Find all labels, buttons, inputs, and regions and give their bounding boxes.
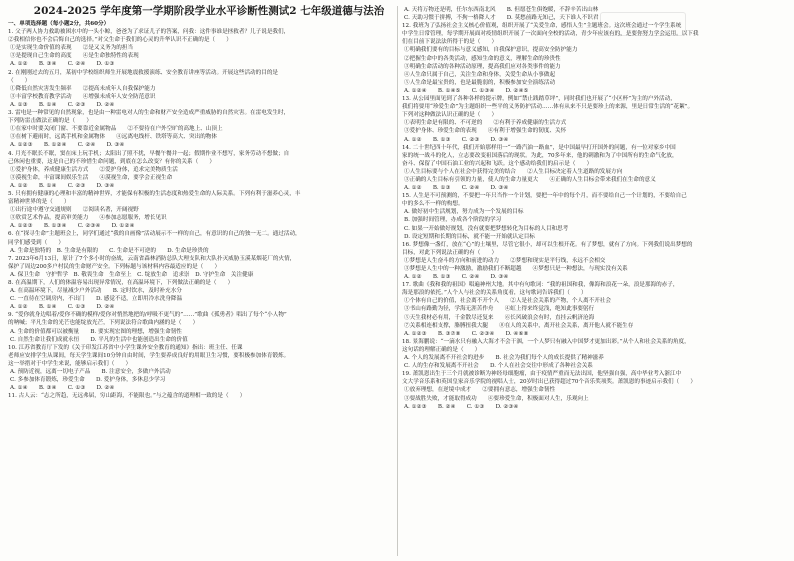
- question-line: 这一举措对于中学生来说，能够启示我们（ ）: [8, 360, 132, 367]
- column-divider: [397, 6, 398, 556]
- question-line: 18. 景海鹏说：“一滴水只有融入大海才不会干涸，一个人梦只有融入中国梦才更加出彩。”从个人和社会关系的角度，: [402, 338, 690, 345]
- option-line: ①人生目标要与个人在社会中获得完美的结合 ②人生目标决定着人生道路的发展方向: [404, 168, 623, 175]
- option-line: C. 自然生命让我们成就永恒 D. 平凡的生活中也能创造出生命的价值: [10, 336, 188, 343]
- question-line: 同学们感受到（ ）: [8, 239, 64, 246]
- option-line: A. 个人的发展离不开社会的进步 B. 社会为我们每个人的成长提供了精神滋养: [404, 355, 604, 362]
- question-line: 8. 在高温期下，人们的体温容易出现异常情况，在高温环境下，下列做法正确的是（ ）: [8, 280, 234, 286]
- question-line: 14. 二十世纪四十年代，我们开始那样用一“一路汽油一路血”，是中国最早打开国外的问题，有一位对家乡中国: [402, 144, 676, 151]
- page-title: 2024-2025 学年度第一学期阶段学业水平诊断性测试2 七年级道德与法治: [33, 5, 385, 17]
- option-line: ①是实现生命价值的表现 ②是又义务为的担当: [10, 45, 134, 52]
- option-line: D. 设定短期和长期的目标，就不能一开始就认定目标: [404, 233, 535, 240]
- section-heading: 一、单项选择题（每小题2分，共60分）: [8, 21, 110, 27]
- option-line: ①表明生命是有限的、不可逆的 ②有利于养成健康的生活方式: [404, 120, 567, 127]
- option-line: A. ①③ B. ①④ C. ②③ D. ②④: [10, 101, 115, 108]
- option-line: C. 如果一开始做好规划，没有就要把梦想转化为目标的人目和思考: [404, 225, 569, 232]
- left-column: [8, 20, 394, 558]
- option-line: A. ①②③ B. ②④ C. ①③ D. ②③④: [404, 403, 519, 410]
- question-line: 保护了周边200多户村民的生命财产安全。下列标题与该材料内容最适应的是（ ）: [8, 263, 221, 270]
- question-line: 7. 2023年6月13日，原计了7个多小时的奋战，云南省森林消防总队大理支队和大队扑灭威胁玉溪某烟花厂的火情，: [8, 255, 296, 262]
- option-line: A. 保卫生命 守护哲学 B. 敬畏生命 生命至上 C. 绽放生命 追求崇 D. 守护生命 关注健康: [10, 271, 254, 278]
- option-line: A. 生命是独特的 B. 生命是有限的 C. 生命是不可逆的 D. 生命是珍贵的: [10, 247, 209, 254]
- question-line: 中学生日常管理，每学期开展面对疫情组织开展了一次面向全校的活动，青少年应该有的，是要你努力学会运用。以下我: [402, 31, 699, 38]
- question-line: 下列对这种做法认识正确的是（ ）: [402, 112, 498, 119]
- question-line: 这句话的理解正确的是（ ）: [402, 346, 481, 353]
- option-line: ①梦想是人生奋斗的方向和前进的动力 ②梦想和现实是平行线，永远不会相交: [404, 257, 606, 264]
- question-line: 10. 江苏省教育厅下发的《关于印发江苏省中小学生课外安全教育的通知》指出：班主任、任课: [8, 344, 243, 351]
- option-line: A. ①② B. ①③ C. ②④ D. ③④: [404, 185, 509, 192]
- option-line: ①明确我们要有的目标与意义感知，自我保护意识，提高安全防护能力: [404, 47, 578, 54]
- option-line: A. ①② B. ①④ C. ②③ D. ③④: [10, 182, 115, 189]
- question-line: ②我相信你也不会后悔自己的选择。”对父生命于我们的心灵的升华认识不正确的是（ ）: [8, 37, 232, 44]
- option-line: A. ①②④ B. ①④⑤ C. ①③④ D. ②④⑤: [404, 87, 529, 94]
- question-line: 12. 我班为了弘扬社会主义核心价值观，组织开展了“关爱生命，感悟人生”主题班会。这次班会通过一个学生系统: [402, 23, 682, 30]
- question-line: 1. 父子两人协力救助被困水中的一头小鲸，爸爸为了求证儿子的答案，问我：这件事谁是拯救者？儿子说是我们，: [8, 29, 290, 36]
- option-line: ③要战胜失败，才能取得成功 ④要珍爱生命，积极面对人生，乐观向上: [404, 395, 589, 402]
- option-line: ③明确生命活动的各种活动原理，提高我们应对各类事件的能力: [404, 63, 561, 70]
- question-line: 5. 只有拥有健康的心理和丰富的精神世界，才能保有积极的生活态度和热爱生命的人际关系。下列有利于滋养心灵，丰: [8, 190, 301, 197]
- right-column: [402, 6, 788, 558]
- question-line: 6. 在“探寻生命”主题班会上，同学们通过“我的自画像”活动展示不一样的自己，有意识的自己的独一无二。通过活动，: [8, 231, 301, 238]
- question-line: 中的多么不一样的构想。: [402, 201, 464, 208]
- question-line: 13. 从公园里面见到了各种各样的提示牌，例如“禁止践踏草坪”，同时我们也开展了“小区杯”为主的户外活动，: [402, 96, 676, 103]
- option-line: A. ①② B. ①④ C. ①③ D. ②④: [10, 304, 115, 311]
- question-line: 下列防雷击做法正确的是（ ）: [8, 118, 92, 125]
- option-line: ⑦关系相连相支撑，胳膊扭我大腿 ⑧在人的关系中，离开社会关系，离开他人就不能生存: [404, 322, 634, 329]
- question-line: 海是那浪的依托。”人个人与社会的关系角度看，这句歌词告诉我们（ ）: [402, 290, 587, 297]
- question-line: 家的统一战斗的化人，立志要改变祖国落后的现状。为此，70多年来，他的刺激和为了中国所有的生命气化放，: [402, 152, 678, 159]
- option-line: A. ①② B. ①③ C. ②③ D. ③④: [404, 136, 509, 143]
- option-line: C. 人的生存和发展离不开社会 D. 个人在社会交往中形成了各种社会关系: [404, 363, 593, 370]
- option-line: A. 预防近视，远离一切电子产品 B. 注意安全，多做户外活动: [10, 369, 171, 376]
- option-line: ③漠视生命，丰富课间娱乐生活 ④漠视生命，要学会正视生命: [10, 174, 173, 181]
- question-line: 们在目前下说法法所得于的是（ ）: [402, 39, 498, 46]
- option-line: A. ①②③ B. ①③④ C. ②③④ D. ①②④: [10, 223, 135, 230]
- option-line: C. 天助习惯于拼搏，不拘一格降人才 D. 莫愁前路无知己，天下谁人不识君: [404, 15, 599, 22]
- question-line: 15. 人生是不可预测的，不要把一年只当作一个计划，要把一年中的每个月，而不要给自己一个计划的，不要给自己: [402, 193, 687, 200]
- option-line: ③是提现自己生命的高度 ④是生命独特性的表现: [10, 53, 139, 60]
- option-line: ④人生命只属于自己，关注生命和身体，关爱生命从小事做起: [404, 71, 556, 78]
- question-line: 富精神世界的是（ ）: [8, 199, 70, 206]
- option-line: ③在树下避雨时，远离手机和金属物体 ④远离电线杆、铁塔等高大、突出的物体: [10, 134, 217, 141]
- question-line: （ ）: [8, 77, 31, 84]
- question-line: 2. 在刚刚过去的五月，某初中学校组织师生开展地震救援演练、安全教育讲座等活动。开展这些活动的目的是: [8, 69, 279, 76]
- option-line: A. 生命的价值都可以被衡量 B. 要实现宏图的理想，增强生命韧性: [10, 328, 182, 335]
- option-line: C. 多参加体育锻炼，珍爱生命 D. 爱护身体，多休息少学习: [10, 377, 166, 384]
- question-line: 己休闲也重要，这是自己的不珍惜生命问题，到底在怎么改变？有你的关系（ ）: [8, 158, 215, 165]
- option-line: A. ①② B. ①③ C. ②④ D. ③④: [404, 274, 509, 281]
- question-line: 的呐喊；平凡生命的光芒也能绽放光芒，下列说法符合歌曲内涵的是（ ）: [8, 320, 199, 327]
- option-line: A. ①②③ B. ①②④ C. ②④ D. ③④: [10, 142, 125, 149]
- option-line: ②把握生命中的各类活动，感知生命的意义，理解生命的珍贵性: [404, 55, 561, 62]
- option-line: ⑤人生命是最宝贵的，也是最脆弱的，积极参加安全演练活动: [404, 79, 556, 86]
- option-line: ①爱护身体，养成健康生活方式 ②爱护身体，追求完美物质生活: [10, 166, 178, 173]
- option-line: ③正确的人生目标有引领的力量，使人的生命力量更大 ④正确的人生目标会带来我们在生命的意义: [404, 176, 656, 183]
- question-line: 老师应安排学生从课间，每天学生课间10分钟自由时间，学生要养成良好的用眼卫生习惯，要积极参加体育锻炼。: [8, 352, 290, 359]
- option-line: ③梦想是人生中的一种激励，激励我们不断超越 ④梦想只是一种想法，与现实没有关系: [404, 266, 628, 272]
- question-line: 17. 歌曲《我和我的祖国》唱遍神州大地。其中有句歌词：“我的祖国和我，像海和浪花一朵，浪是那海的赤子，: [402, 282, 679, 289]
- option-line: ①出行途中遵守交通规则 ②阅读名著，开阔视野: [10, 207, 139, 214]
- option-line: ③丰富学校教育教学活动 ④增强未成年人安全防范意识: [10, 93, 156, 100]
- option-line: ①降低自然灾害发生频率 ②提高未成年人自我保护能力: [10, 85, 156, 92]
- question-line: 目标，对此下列说法正确的有（ ）: [402, 249, 498, 256]
- option-line: A. 在高温环境下，尽量减少户外活动 B. 定时饮水，及时补充水分: [10, 288, 182, 295]
- question-line: 16. 梦想像一盏灯，放在“心”的土壤里，尽管它很小，却可以生根开花。有了梦想，就有了方向。下列我们说出梦想的: [402, 241, 693, 248]
- option-line: B. 加强时间管理，办成各个阶段的学习: [404, 217, 502, 224]
- question-line: 文大学音乐系和英国皇家音乐学院的视唱人士，20岁时出已获得超过70个音乐奖项奖。萧凯恩的事迹启示我们（ ）: [402, 379, 696, 386]
- question-line: 19. 萧凯恩出生于三个月就被诊断为神经母细胞瘤，由于疫情严重而无法出国，他坚强自强，高中毕业考入浙江中: [402, 371, 682, 378]
- option-line: ⑤天生我材必有用，千金散尽还复来 ⑥长风破浪会有时，直挂云帆济沧海: [404, 314, 595, 321]
- option-line: ③欣赏艺术作品，提高审美能力 ④参加志愿服务，增长见识: [10, 215, 167, 222]
- option-line: A. 做好初中生活规划，努力成为一个发展的目标: [404, 209, 524, 216]
- question-line: 奋斗、保留了中国石油工业的兴起和飞跃。这个感动给我们的启示是（ ）: [402, 160, 593, 167]
- option-line: ③爱护身体、珍爱生命的表现 ④有利于增强生命的韧度、关怀: [404, 128, 567, 135]
- option-line: ①放弃理想，在逆境中成才 ②要拥有意志，增强生命韧性: [404, 387, 556, 394]
- option-line: C. 一直待在空调房内，不出门 D. 感觉不适，立即用冷水洗身降温: [10, 296, 183, 303]
- question-line: 我们将要用“珍爱生命”为主题组织一些平的义务防护活动……体有从来不只是要珍上的来源，里是日常生活的“花絮”。: [402, 104, 694, 111]
- question-line: 9. “爱你就身边唱着/爱你不确的模样/爱你对悄然地把的/呼吸不更气的”……”歌曲《孤勇者》唱出了每个“小人物”: [8, 312, 287, 319]
- option-line: ①个体有自己的价值，社会离不开个人 ②人是社会关系的产物，个人离不开社会: [404, 298, 611, 305]
- question-line: 3. 雷电是一种常见的自然现象，也是由一种雷电对人的生命和财产安全造成严重威胁的自然灾害。在雷电发生时，: [8, 110, 290, 117]
- option-line: A. ①④ B. ③④ C. ①③ D. ②④: [10, 385, 115, 392]
- question-line: 4. 月光不眠长不眠，窦在床上玩手机；太阳出了照不扰，早餐午餐并一起；假期作业不想写，家务劳动不想做；自: [8, 150, 290, 157]
- option-line: A. ①②③ B. ③⑦⑧ C. ②③④ D. ④⑥⑧: [404, 330, 529, 337]
- option-line: A. ①② B. ③④ C. ②④ D. ①③: [10, 61, 115, 68]
- question-line: 11. 古人云：“志之所趋，无远弗届，穷山距海，不能限也。”与之蕴含的道理相一致的是（ ）: [8, 393, 246, 400]
- option-line: A. 天将万物还是明，任尔东西南北风 B. 但愿苍生俱饱暖，不辞辛苦出山林: [404, 7, 599, 13]
- option-line: ③书山有路勤为径，学海无涯苦作舟 ④虹上得来终觉浅，绝知此事要躬行: [404, 306, 595, 313]
- option-line: ①在家中时要关闭门窗、不要靠近金属物品 ②不要待在户外空旷的高地上、山顶上: [10, 126, 223, 133]
